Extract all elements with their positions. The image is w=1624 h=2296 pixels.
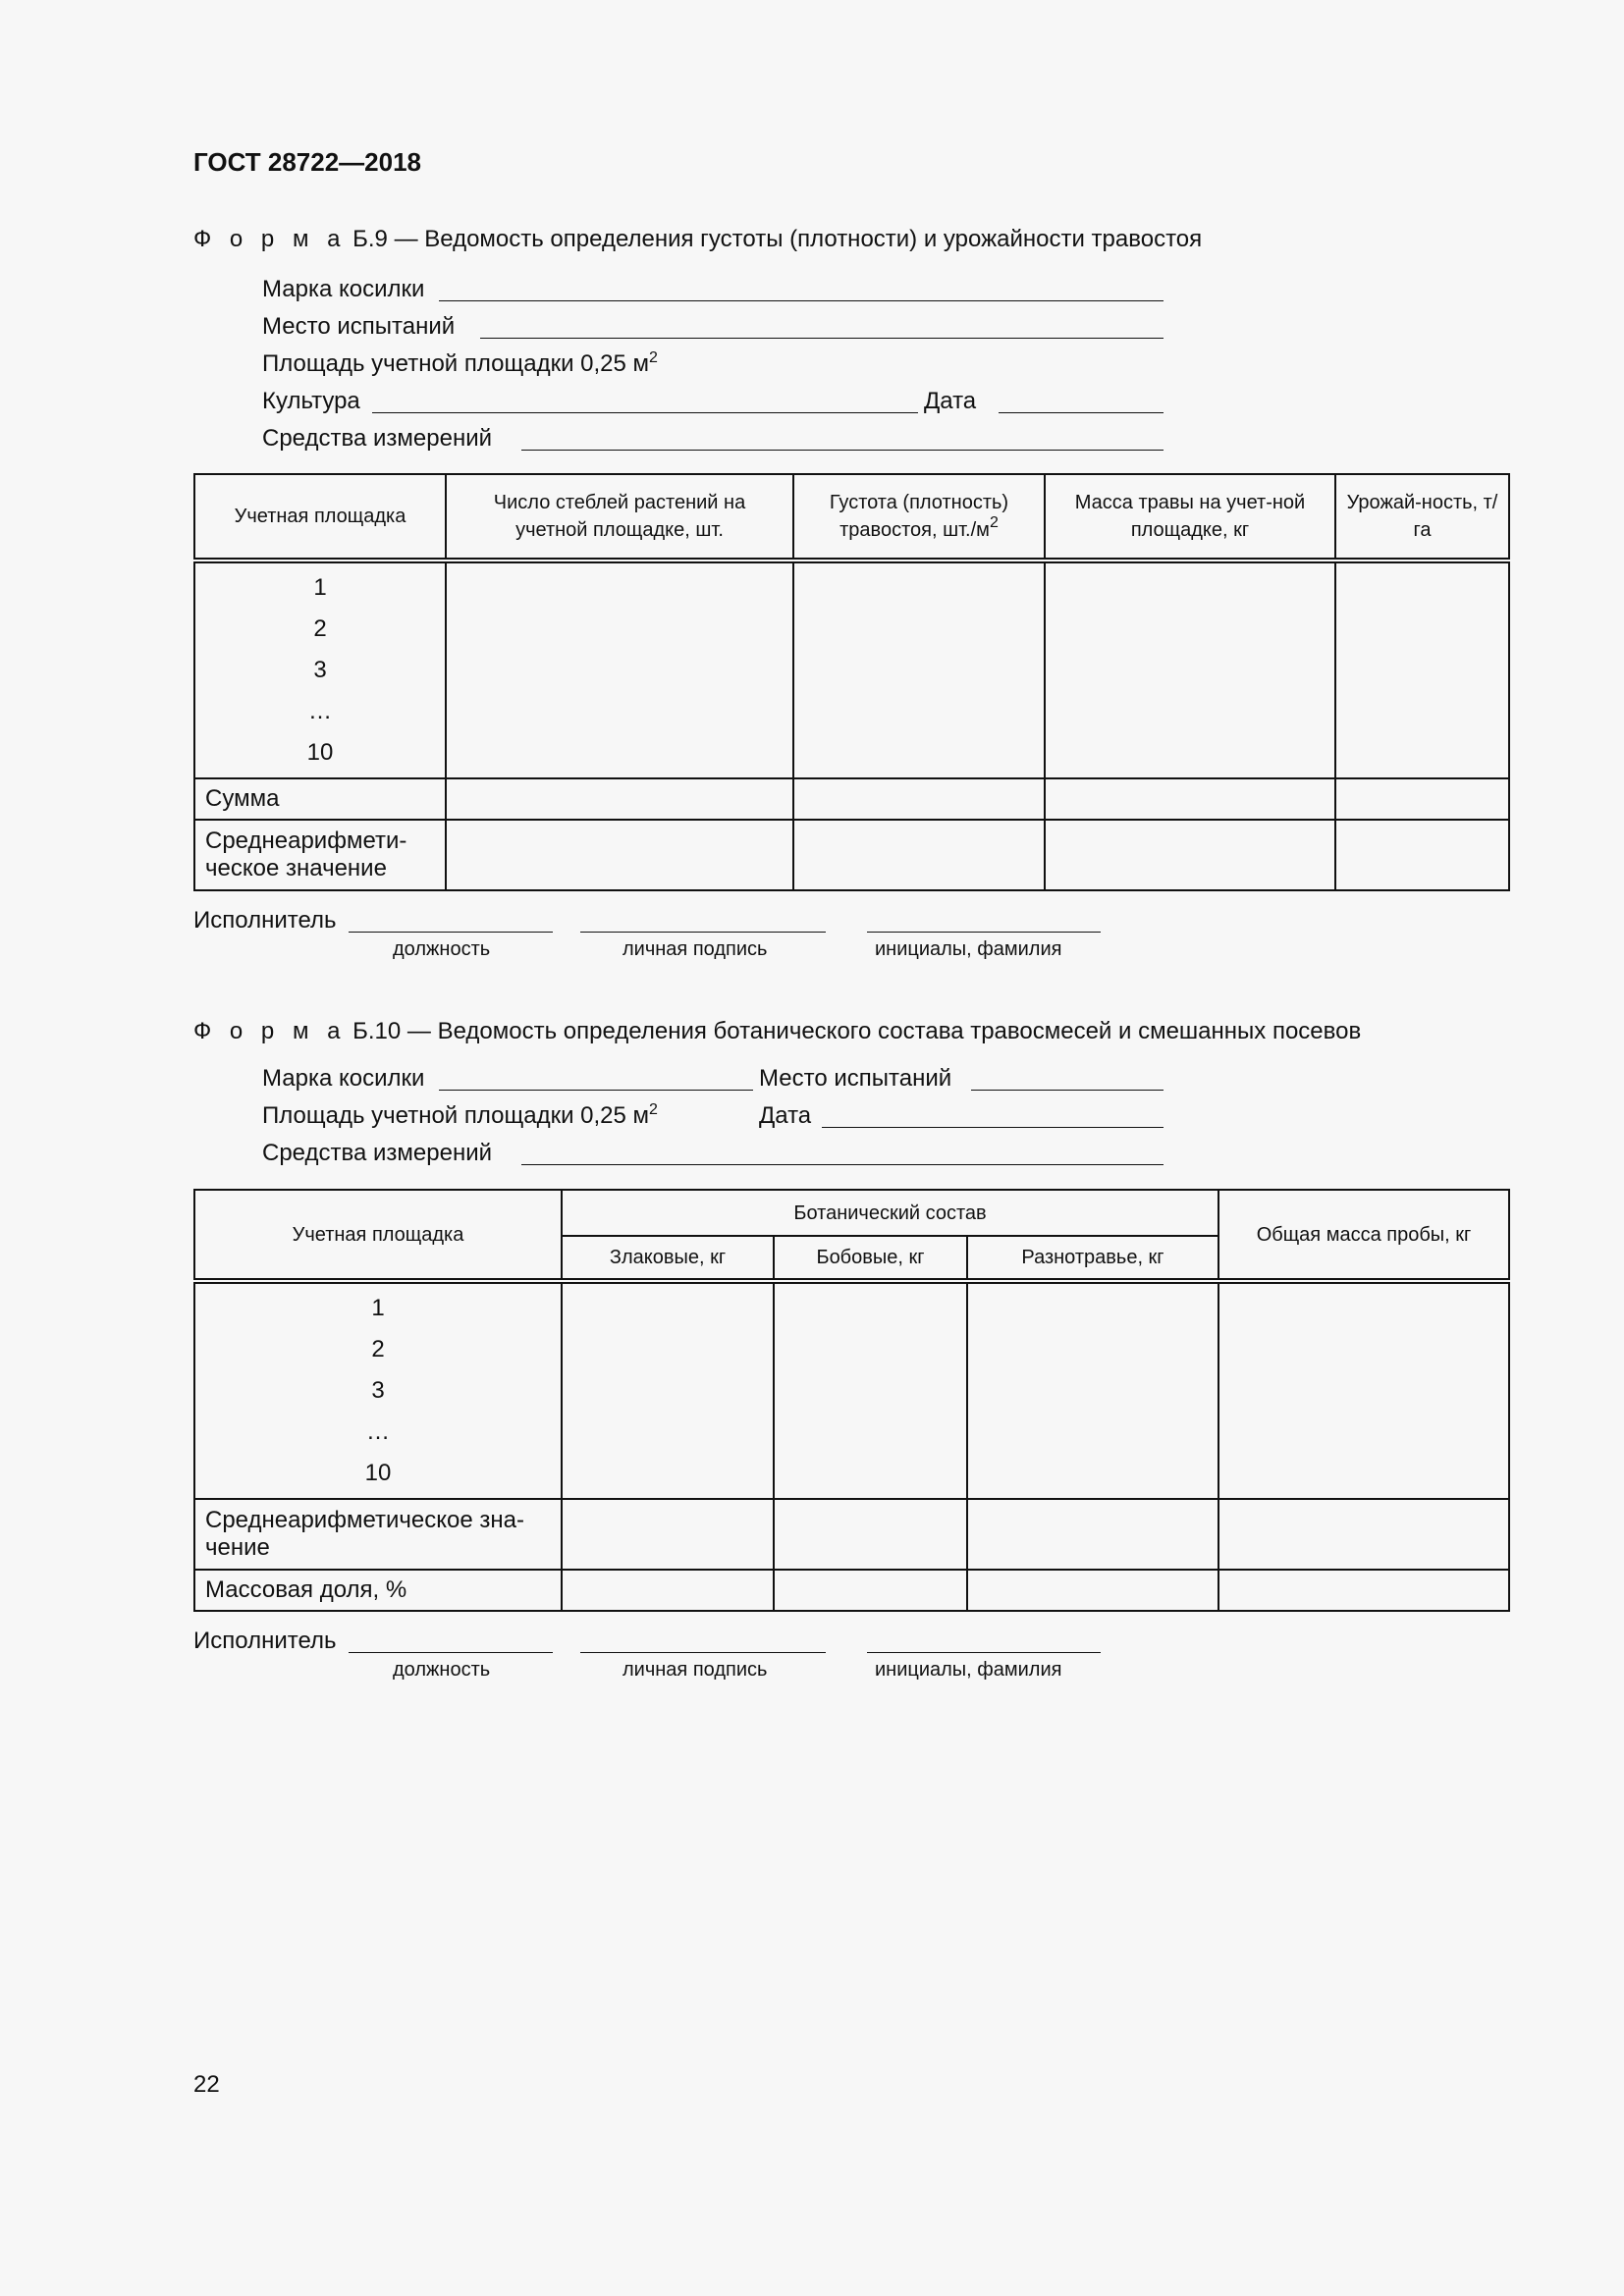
b9-stems-cell[interactable] xyxy=(446,561,793,778)
b9-test-site-line[interactable] xyxy=(480,338,1164,339)
b10-mean-cereals-cell[interactable] xyxy=(562,1499,774,1570)
b10-name-caption: инициалы, фамилия xyxy=(875,1659,1062,1681)
b9-row-number: 10 xyxy=(306,739,334,766)
b9-mean-mass-cell[interactable] xyxy=(1045,820,1335,890)
b9-density-cell[interactable] xyxy=(793,561,1045,778)
b10-mean-row xyxy=(194,1499,1509,1570)
b9-col-density-sup: 2 xyxy=(989,514,999,531)
b10-cereals-cell[interactable] xyxy=(562,1281,774,1499)
b9-mean-stems-cell[interactable] xyxy=(446,820,793,890)
b9-mean-label: Среднеарифмети-ческое значение xyxy=(194,820,446,890)
b9-date-line[interactable] xyxy=(999,412,1164,413)
b10-name-line[interactable] xyxy=(867,1652,1101,1653)
b10-mower-brand-label: Марка косилки xyxy=(262,1065,425,1092)
b10-share-total-cell[interactable] xyxy=(1218,1570,1509,1611)
b10-table-header-row-1 xyxy=(194,1190,1509,1236)
b9-table-header-row xyxy=(194,474,1509,561)
b10-total-mass-cell[interactable] xyxy=(1218,1281,1509,1499)
form-b10-title xyxy=(193,1018,1361,1045)
b10-table-data-row xyxy=(194,1281,1509,1499)
b9-mower-brand-label: Марка косилки xyxy=(262,276,425,302)
b10-share-row xyxy=(194,1570,1509,1611)
b9-crop-line[interactable] xyxy=(372,412,918,413)
b9-row-number: … xyxy=(308,698,332,724)
b9-plot-area-label xyxy=(262,350,658,378)
b10-signature-caption: личная подпись xyxy=(623,1659,768,1681)
b10-col-botanical-group: Ботанический состав xyxy=(562,1190,1218,1236)
form-b9-title-prefix: Ф о р м а xyxy=(193,226,347,252)
b10-mower-brand-line[interactable] xyxy=(439,1090,753,1091)
b9-col-yield: Урожай-ность, т/га xyxy=(1335,474,1509,561)
b10-col-total-mass: Общая масса пробы, кг xyxy=(1218,1190,1509,1281)
b10-measuring-tools-line[interactable] xyxy=(521,1164,1164,1165)
b10-date-line[interactable] xyxy=(822,1127,1164,1128)
b9-measuring-tools-label: Средства измерений xyxy=(262,425,493,452)
b10-forbs-cell[interactable] xyxy=(967,1281,1218,1499)
b10-col-forbs: Разнотравье, кг xyxy=(967,1236,1218,1281)
b9-date-label: Дата xyxy=(924,388,977,414)
b9-row-number: 3 xyxy=(313,657,327,683)
b10-measuring-tools-label: Средства измерений xyxy=(262,1140,493,1166)
b9-table-data-row xyxy=(194,561,1509,778)
b9-mower-brand-line[interactable] xyxy=(439,300,1164,301)
form-b9-title xyxy=(193,226,1202,253)
b9-mean-yield-cell[interactable] xyxy=(1335,820,1509,890)
b10-row-numbers xyxy=(194,1281,562,1499)
b10-plot-area-text: Площадь учетной площадки 0,25 м xyxy=(262,1102,650,1129)
b10-row-number: 1 xyxy=(371,1295,385,1321)
b9-signature-line[interactable] xyxy=(580,932,826,933)
b10-col-cereals: Злаковые, кг xyxy=(562,1236,774,1281)
b9-sum-mass-cell[interactable] xyxy=(1045,778,1335,820)
b9-name-caption: инициалы, фамилия xyxy=(875,938,1062,960)
b9-col-density-text: Густота (плотность) травостоя, шт./м xyxy=(829,492,1009,541)
document-header: ГОСТ 28722—2018 xyxy=(193,147,421,177)
b9-row-number: 2 xyxy=(313,615,327,642)
form-b10-title-prefix: Ф о р м а xyxy=(193,1018,347,1044)
b9-sum-row xyxy=(194,778,1509,820)
b10-col-plot: Учетная площадка xyxy=(194,1190,562,1281)
b10-row-number: 10 xyxy=(364,1460,392,1486)
b9-grass-mass-cell[interactable] xyxy=(1045,561,1335,778)
b9-col-density xyxy=(793,474,1045,561)
b9-mean-row xyxy=(194,820,1509,890)
b10-date-label: Дата xyxy=(759,1102,812,1129)
b10-share-label: Массовая доля, % xyxy=(194,1570,562,1611)
b10-col-legumes: Бобовые, кг xyxy=(774,1236,967,1281)
form-b9-table xyxy=(193,473,1510,891)
b9-col-grass-mass: Масса травы на учет-ной площадке, кг xyxy=(1045,474,1335,561)
b10-row-number: 3 xyxy=(371,1377,385,1404)
form-b9-title-text: Б.9 — Ведомость определения густоты (плотности) и урожайности травостоя xyxy=(346,226,1203,252)
b10-row-number: 2 xyxy=(371,1336,385,1362)
b9-plot-area-sup: 2 xyxy=(649,349,658,366)
b10-test-site-line[interactable] xyxy=(971,1090,1164,1091)
b10-signature-line[interactable] xyxy=(580,1652,826,1653)
b10-executor-label: Исполнитель xyxy=(193,1628,337,1654)
b10-row-number: … xyxy=(366,1418,390,1445)
b9-col-plot: Учетная площадка xyxy=(194,474,446,561)
b9-plot-area-text: Площадь учетной площадки 0,25 м xyxy=(262,350,650,377)
b10-plot-area-label xyxy=(262,1102,658,1130)
b9-row-numbers xyxy=(194,561,446,778)
b9-test-site-label: Место испытаний xyxy=(262,313,456,340)
b10-share-forbs-cell[interactable] xyxy=(967,1570,1218,1611)
b10-mean-forbs-cell[interactable] xyxy=(967,1499,1218,1570)
b10-position-caption: должность xyxy=(393,1659,491,1681)
b10-legumes-cell[interactable] xyxy=(774,1281,967,1499)
b9-col-stems: Число стеблей растений на учетной площадке, шт. xyxy=(446,474,793,561)
b9-sum-yield-cell[interactable] xyxy=(1335,778,1509,820)
b9-sum-label: Сумма xyxy=(194,778,446,820)
b9-row-number: 1 xyxy=(313,574,327,601)
b9-position-caption: должность xyxy=(393,938,491,960)
b10-mean-total-cell[interactable] xyxy=(1218,1499,1509,1570)
b9-name-line[interactable] xyxy=(867,932,1101,933)
form-b10-table xyxy=(193,1189,1510,1612)
b10-share-cereals-cell[interactable] xyxy=(562,1570,774,1611)
b10-share-legumes-cell[interactable] xyxy=(774,1570,967,1611)
b9-position-line[interactable] xyxy=(349,932,553,933)
b9-measuring-tools-line[interactable] xyxy=(521,450,1164,451)
b9-mean-density-cell[interactable] xyxy=(793,820,1045,890)
b9-executor-label: Исполнитель xyxy=(193,907,337,934)
b10-test-site-label: Место испытаний xyxy=(759,1065,952,1092)
b10-position-line[interactable] xyxy=(349,1652,553,1653)
b9-crop-label: Культура xyxy=(262,388,360,414)
b9-sum-density-cell[interactable] xyxy=(793,778,1045,820)
b9-yield-cell[interactable] xyxy=(1335,561,1509,778)
form-b10-title-text: Б.10 — Ведомость определения ботанического состава травосмесей и смешанных посевов xyxy=(346,1018,1362,1044)
b10-plot-area-sup: 2 xyxy=(649,1101,658,1118)
b9-sum-stems-cell[interactable] xyxy=(446,778,793,820)
b10-mean-legumes-cell[interactable] xyxy=(774,1499,967,1570)
b9-signature-caption: личная подпись xyxy=(623,938,768,960)
b10-mean-label: Среднеарифметическое зна-чение xyxy=(194,1499,562,1570)
page-number: 22 xyxy=(193,2071,220,2098)
